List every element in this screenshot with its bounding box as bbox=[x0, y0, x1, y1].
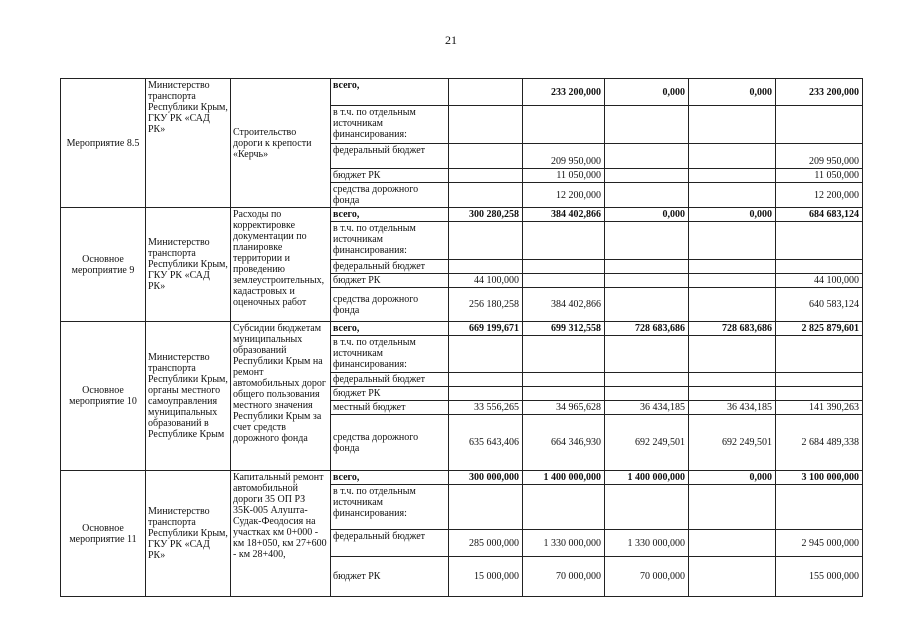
source-label: в т.ч. по отдельным источникам финансирования: bbox=[331, 336, 449, 373]
value-cell: 12 200,000 bbox=[776, 183, 863, 208]
value-cell: 1 400 000,000 bbox=[523, 471, 605, 485]
value-cell: 1 330 000,000 bbox=[605, 530, 689, 557]
source-label: федеральный бюджет bbox=[331, 530, 449, 557]
source-label: средства дорожного фонда bbox=[331, 288, 449, 322]
value-cell bbox=[605, 169, 689, 183]
value-cell: 0,000 bbox=[605, 79, 689, 106]
value-cell: 2 684 489,338 bbox=[776, 415, 863, 471]
value-cell bbox=[449, 169, 523, 183]
value-cell bbox=[605, 288, 689, 322]
value-cell: 15 000,000 bbox=[449, 557, 523, 597]
description-cell: Капитальный ремонт автомобильной дороги 35 ОП РЗ 35К-005 Алушта-Судак-Феодосия на участках км 0+000 - км 18+050, км 27+600 - км 28+400, bbox=[231, 471, 331, 597]
value-cell: 1 330 000,000 bbox=[523, 530, 605, 557]
value-cell: 669 199,671 bbox=[449, 322, 523, 336]
value-cell: 233 200,000 bbox=[776, 79, 863, 106]
value-cell: 2 945 000,000 bbox=[776, 530, 863, 557]
page-number: 21 bbox=[445, 33, 457, 47]
value-cell: 209 950,000 bbox=[523, 144, 605, 169]
value-cell: 384 402,866 bbox=[523, 288, 605, 322]
source-label: всего, bbox=[331, 471, 449, 485]
value-cell: 44 100,000 bbox=[776, 274, 863, 288]
value-cell bbox=[523, 274, 605, 288]
funding-table bbox=[60, 78, 863, 597]
table-row bbox=[61, 208, 863, 222]
value-cell: 285 000,000 bbox=[449, 530, 523, 557]
value-cell: 728 683,686 bbox=[605, 322, 689, 336]
description-cell: Строительство дороги к крепости «Керчь» bbox=[231, 79, 331, 208]
executor-cell: Министерство транспорта Республики Крым, органы местного самоуправления муниципальных образований в Республике Крым bbox=[146, 322, 231, 471]
source-label: бюджет РК bbox=[331, 274, 449, 288]
value-cell: 0,000 bbox=[689, 208, 776, 222]
value-cell: 384 402,866 bbox=[523, 208, 605, 222]
value-cell: 300 280,258 bbox=[449, 208, 523, 222]
value-cell: 300 000,000 bbox=[449, 471, 523, 485]
table-row bbox=[61, 471, 863, 485]
value-cell: 699 312,558 bbox=[523, 322, 605, 336]
table-row bbox=[61, 322, 863, 336]
value-cell: 70 000,000 bbox=[523, 557, 605, 597]
value-cell bbox=[605, 144, 689, 169]
value-cell: 155 000,000 bbox=[776, 557, 863, 597]
value-cell: 2 825 879,601 bbox=[776, 322, 863, 336]
value-cell bbox=[605, 183, 689, 208]
event-name: Мероприятие 8.5 bbox=[61, 79, 146, 208]
source-label: всего, bbox=[331, 322, 449, 336]
description-cell: Расходы по корректировке документации по планировке территории и проведению землеустроительных, кадастровых и оценочных работ bbox=[231, 208, 331, 322]
event-name: Основное мероприятие 10 bbox=[61, 322, 146, 471]
value-cell: 0,000 bbox=[689, 471, 776, 485]
value-cell: 664 346,930 bbox=[523, 415, 605, 471]
value-cell bbox=[689, 183, 776, 208]
value-cell: 0,000 bbox=[689, 79, 776, 106]
event-name: Основное мероприятие 9 bbox=[61, 208, 146, 322]
value-cell: 692 249,501 bbox=[689, 415, 776, 471]
value-cell: 36 434,185 bbox=[605, 401, 689, 415]
value-cell bbox=[449, 144, 523, 169]
value-cell: 12 200,000 bbox=[523, 183, 605, 208]
source-label: всего, bbox=[331, 79, 449, 106]
table-row bbox=[61, 79, 863, 106]
executor-cell: Министерство транспорта Республики Крым, ГКУ РК «САД РК» bbox=[146, 471, 231, 597]
event-name: Основное мероприятие 11 bbox=[61, 471, 146, 597]
value-cell bbox=[689, 274, 776, 288]
source-label: средства дорожного фонда bbox=[331, 183, 449, 208]
value-cell bbox=[689, 169, 776, 183]
value-cell: 0,000 bbox=[605, 208, 689, 222]
source-label: бюджет РК bbox=[331, 557, 449, 597]
value-cell: 33 556,265 bbox=[449, 401, 523, 415]
source-label: федеральный бюджет bbox=[331, 373, 449, 387]
value-cell bbox=[605, 274, 689, 288]
value-cell: 256 180,258 bbox=[449, 288, 523, 322]
value-cell: 692 249,501 bbox=[605, 415, 689, 471]
value-cell: 34 965,628 bbox=[523, 401, 605, 415]
value-cell: 44 100,000 bbox=[449, 274, 523, 288]
source-label: бюджет РК bbox=[331, 387, 449, 401]
value-cell: 635 643,406 bbox=[449, 415, 523, 471]
source-label: в т.ч. по отдельным источникам финансирования: bbox=[331, 222, 449, 260]
value-cell: 3 100 000,000 bbox=[776, 471, 863, 485]
source-label: бюджет РК bbox=[331, 169, 449, 183]
value-cell: 70 000,000 bbox=[605, 557, 689, 597]
source-label: федеральный бюджет bbox=[331, 260, 449, 274]
source-label: средства дорожного фонда bbox=[331, 415, 449, 471]
value-cell: 36 434,185 bbox=[689, 401, 776, 415]
value-cell: 141 390,263 bbox=[776, 401, 863, 415]
value-cell bbox=[689, 530, 776, 557]
executor-cell: Министерство транспорта Республики Крым, ГКУ РК «САД РК» bbox=[146, 79, 231, 208]
source-label: всего, bbox=[331, 208, 449, 222]
value-cell: 233 200,000 bbox=[523, 79, 605, 106]
value-cell bbox=[689, 288, 776, 322]
value-cell: 209 950,000 bbox=[776, 144, 863, 169]
source-label: в т.ч. по отдельным источникам финансирования: bbox=[331, 106, 449, 144]
value-cell bbox=[689, 557, 776, 597]
source-label: федеральный бюджет bbox=[331, 144, 449, 169]
value-cell: 728 683,686 bbox=[689, 322, 776, 336]
executor-cell: Министерство транспорта Республики Крым, ГКУ РК «САД РК» bbox=[146, 208, 231, 322]
value-cell: 11 050,000 bbox=[776, 169, 863, 183]
value-cell: 11 050,000 bbox=[523, 169, 605, 183]
value-cell: 640 583,124 bbox=[776, 288, 863, 322]
value-cell bbox=[689, 144, 776, 169]
value-cell bbox=[449, 79, 523, 106]
source-label: в т.ч. по отдельным источникам финансирования: bbox=[331, 485, 449, 530]
value-cell: 1 400 000,000 bbox=[605, 471, 689, 485]
value-cell: 684 683,124 bbox=[776, 208, 863, 222]
source-label: местный бюджет bbox=[331, 401, 449, 415]
value-cell bbox=[449, 183, 523, 208]
description-cell: Субсидии бюджетам муниципальных образований Республики Крым на ремонт автомобильных дорог общего пользования местного значения Республики Крым за счет средств дорожного фонда bbox=[231, 322, 331, 471]
